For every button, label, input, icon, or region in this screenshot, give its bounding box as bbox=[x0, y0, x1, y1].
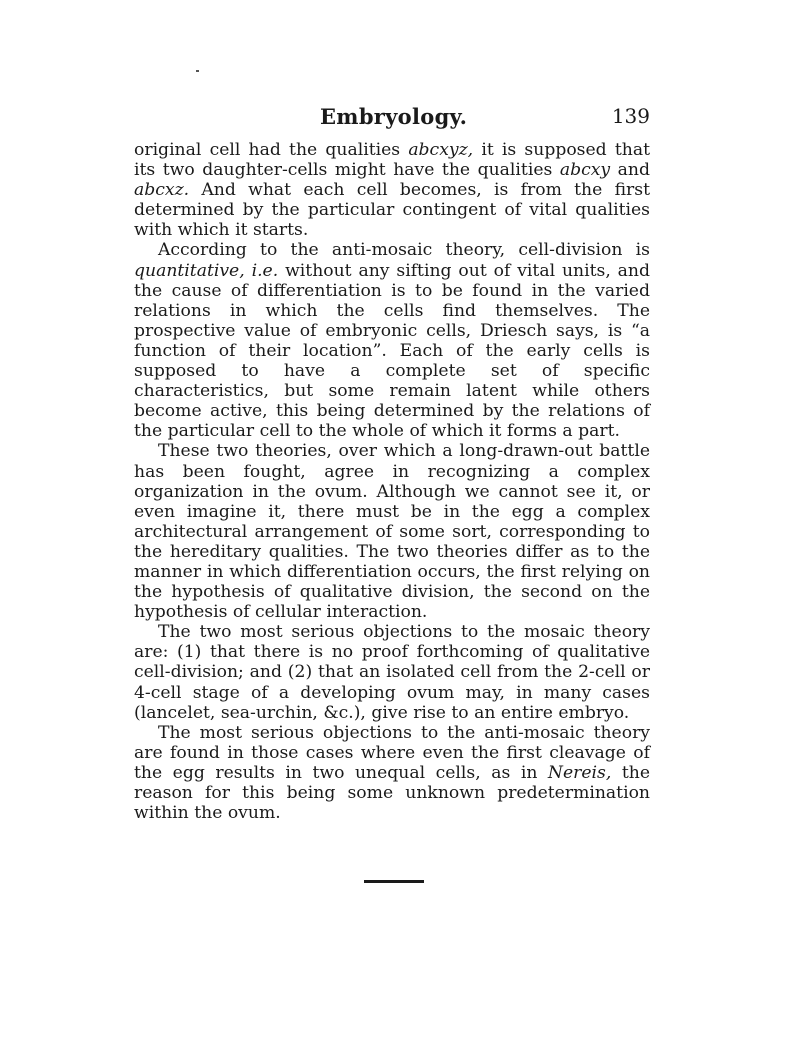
body-text bbox=[134, 140, 650, 823]
text-run: These two theories, over which a long-drawn-out battle has been fought, agree in recognizing a complex organization in the ovum. Although we cannot see it, or even imagine it, there must be in the egg a complex architectural arrangement of some sort, corresponding to the hereditary qualities. The two theories differ as to the manner in which differentiation occurs, the first relying on the hypothesis of qualitative division, the second on the hypothesis of cellular interaction. bbox=[134, 441, 650, 623]
italic-term: quantitative, i.e. bbox=[134, 260, 279, 281]
text-run: and bbox=[610, 160, 650, 181]
paragraph-1 bbox=[134, 140, 650, 240]
running-title: Embryology. bbox=[320, 104, 468, 129]
italic-term: Nereis, bbox=[547, 762, 612, 783]
italic-term: abcxy bbox=[559, 160, 611, 181]
print-speck bbox=[196, 70, 199, 72]
italic-term: abcxyz, bbox=[408, 140, 474, 160]
text-run: The most serious objections to the anti-mosaic theory are found in those cases where even the first cleavage of the egg results in two unequal cells, as in bbox=[134, 722, 650, 783]
paragraph-5 bbox=[134, 723, 650, 823]
page-header bbox=[130, 104, 650, 134]
text-run: According to the anti-mosaic theory, cell-division is bbox=[158, 240, 650, 261]
end-rule bbox=[364, 880, 424, 883]
paragraph-4 bbox=[134, 622, 650, 722]
text-run: And what each cell becomes, is from the first determined by the particular contingent of vital qualities with which it starts. bbox=[134, 180, 650, 241]
text-run: the reason for this being some unknown predetermination within the ovum. bbox=[134, 762, 650, 824]
text-run: it is supposed that its two daughter-cells might have the qualities bbox=[134, 140, 650, 181]
italic-term: abcxz. bbox=[134, 180, 190, 201]
paragraph-3 bbox=[134, 441, 650, 622]
text-run: without any sifting out of vital units, and the cause of differentiation is to be found in the varied relations in which the cells find themselves. The prospective value of embryonic cells, Driesch says, is “a function of their location”. Each of the early cells is supposed to have a complete set of specific characteristics, but some remain latent while others become active, this being determined by the relations of the particular cell to the whole of which it forms a part. bbox=[134, 260, 650, 442]
page-number: 139 bbox=[611, 104, 650, 128]
text-run: The two most serious objections to the mosaic theory are: (1) that there is no proof forthcoming of qualitative cell-division; and (2) that an isolated cell from the 2-cell or 4-cell stage of a developing ovum may, in many cases (lancelet, sea-urchin, &c.), give rise to an entire embryo. bbox=[134, 622, 650, 723]
text-run: original cell had the qualities bbox=[134, 140, 409, 160]
paragraph-2 bbox=[134, 240, 650, 441]
